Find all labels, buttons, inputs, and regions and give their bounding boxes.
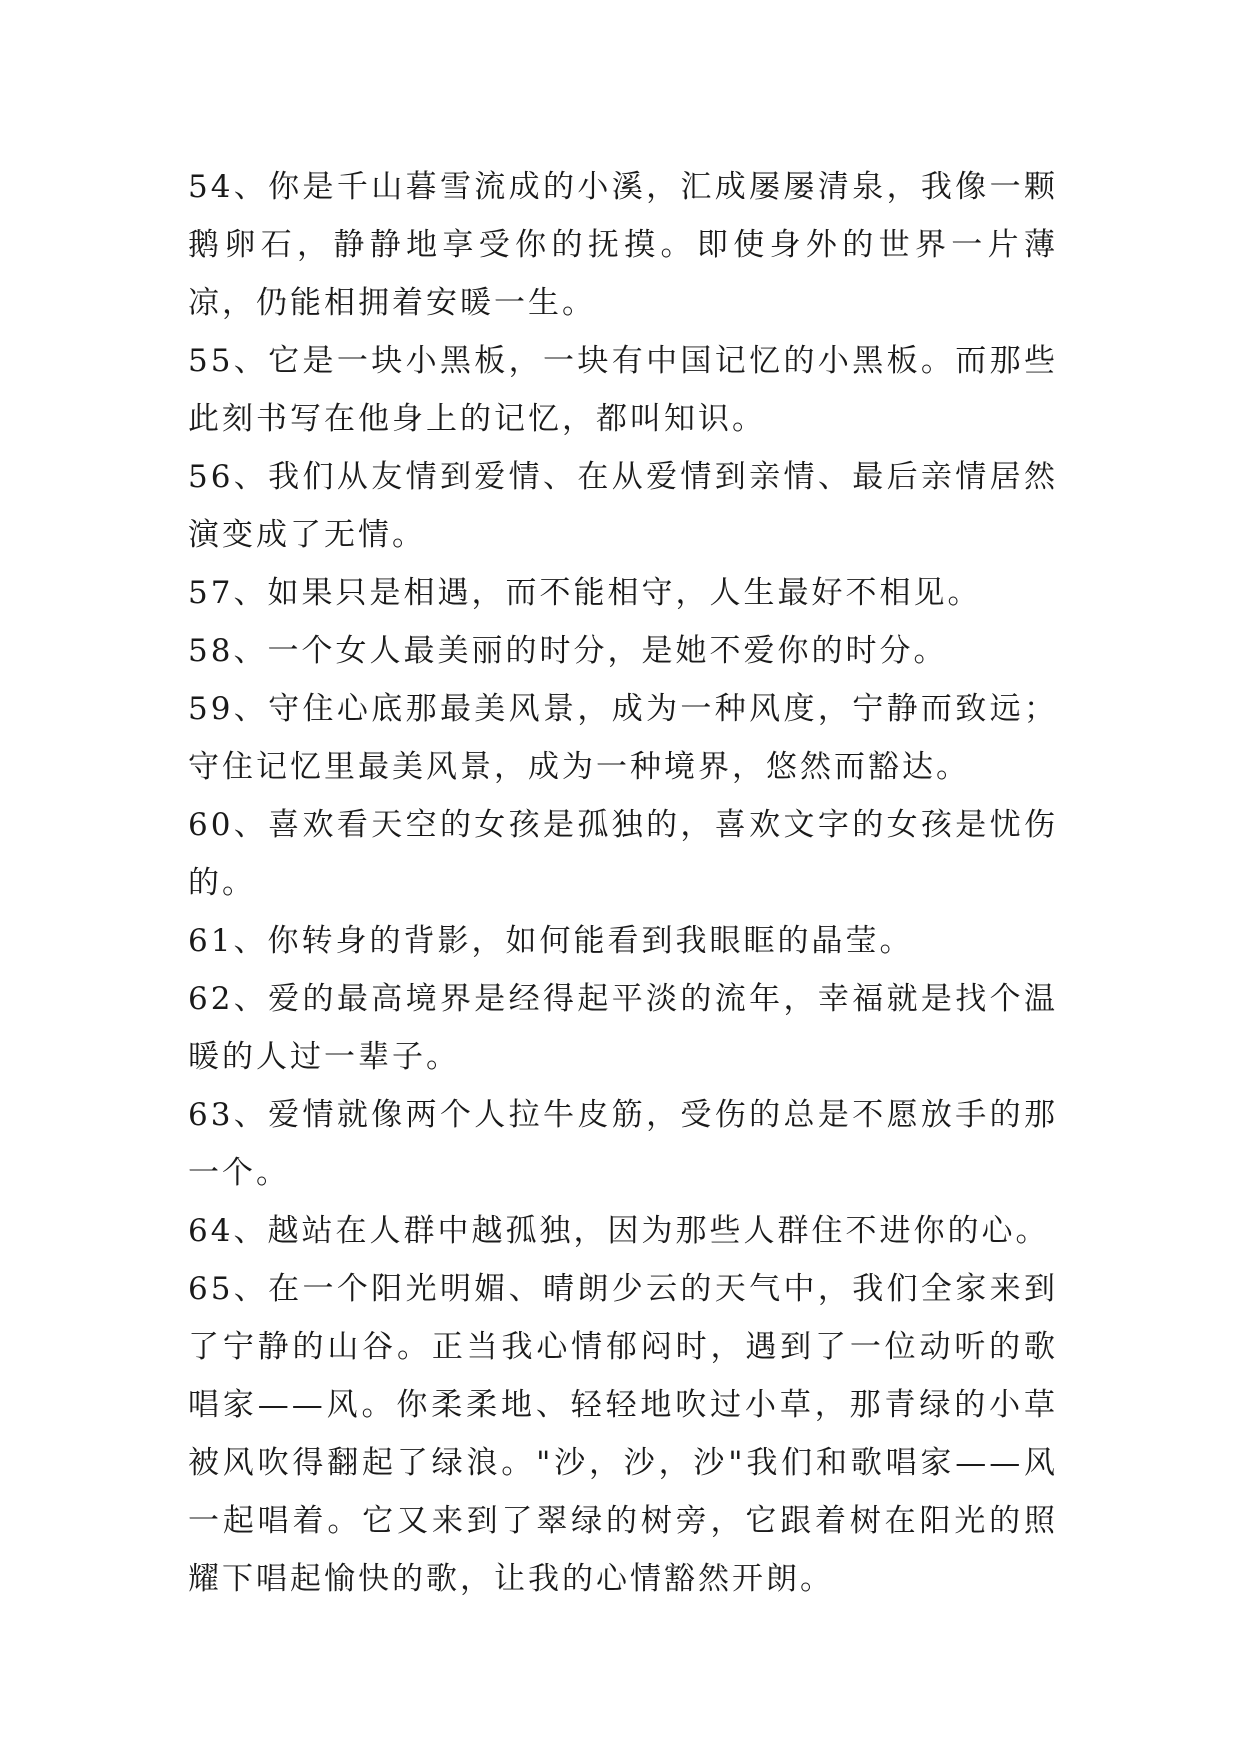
list-item: 59、守住心底那最美风景，成为一种风度，宁静而致远；守住记忆里最美风景，成为一种境界，悠然而豁达。 bbox=[188, 691, 1058, 785]
list-item: 56、我们从友情到爱情、在从爱情到亲情、最后亲情居然演变成了无情。 bbox=[188, 459, 1058, 553]
list-item: 62、爱的最高境界是经得起平淡的流年，幸福就是找个温暖的人过一辈子。 bbox=[188, 981, 1058, 1075]
list-item: 57、如果只是相遇，而不能相守，人生最好不相见。 bbox=[188, 575, 982, 611]
list-item: 54、你是千山暮雪流成的小溪，汇成屡屡清泉，我像一颗鹅卵石，静静地享受你的抚摸。即使身外的世界一片薄凉，仍能相拥着安暖一生。 bbox=[188, 169, 1058, 321]
list-item: 60、喜欢看天空的女孩是孤独的，喜欢文字的女孩是忧伤的。 bbox=[188, 807, 1058, 901]
document-body bbox=[188, 158, 1058, 1608]
list-item: 65、在一个阳光明媚、晴朗少云的天气中，我们全家来到了宁静的山谷。正当我心情郁闷时，遇到了一位动听的歌唱家——风。你柔柔地、轻轻地吹过小草，那青绿的小草被风吹得翻起了绿浪。"沙，沙，沙"我们和歌唱家——风一起唱着。它又来到了翠绿的树旁，它跟着树在阳光的照耀下唱起愉快的歌，让我的心情豁然开朗。 bbox=[188, 1271, 1058, 1597]
list-item: 61、你转身的背影，如何能看到我眼眶的晶莹。 bbox=[188, 923, 914, 959]
list-item: 55、它是一块小黑板，一块有中国记忆的小黑板。而那些此刻书写在他身上的记忆，都叫知识。 bbox=[188, 343, 1058, 437]
list-item: 63、爱情就像两个人拉牛皮筋，受伤的总是不愿放手的那一个。 bbox=[188, 1097, 1058, 1191]
list-item: 64、越站在人群中越孤独，因为那些人群住不进你的心。 bbox=[188, 1213, 1050, 1249]
list-item: 58、一个女人最美丽的时分，是她不爱你的时分。 bbox=[188, 633, 948, 669]
